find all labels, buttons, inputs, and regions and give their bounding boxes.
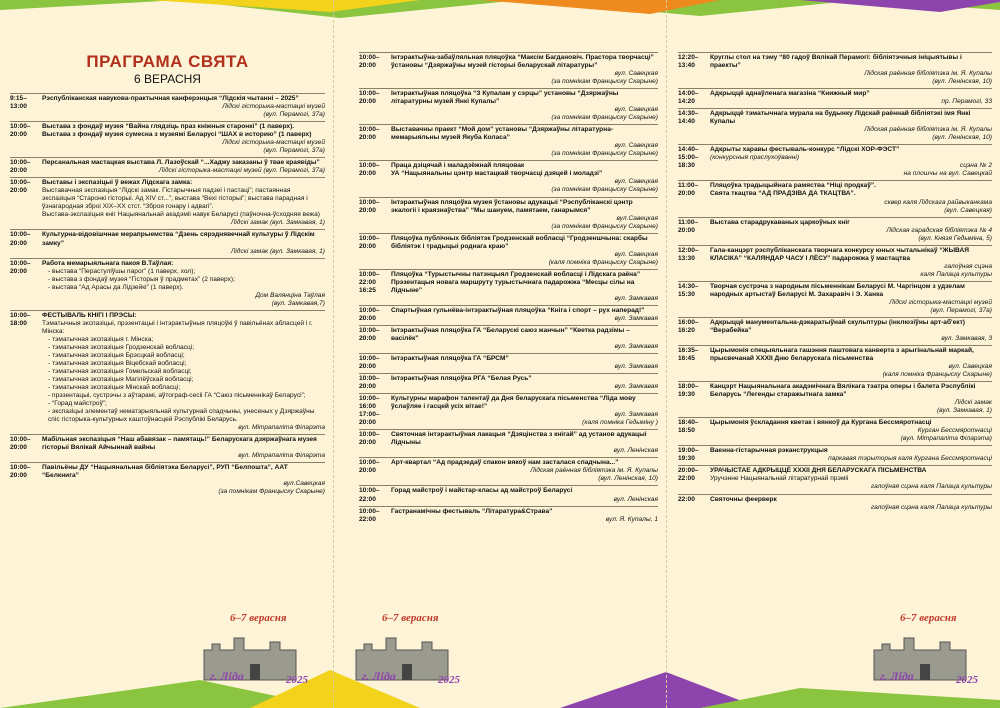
schedule-entry [10, 177, 325, 229]
entry-text [391, 394, 658, 429]
entry-time: 12:20– 13:40 [678, 54, 699, 70]
festival-logo-2 [352, 610, 462, 690]
schedule-entry [10, 93, 325, 121]
entry-location: (вул. Ленінская, 10) [932, 134, 992, 142]
entry-location: паркавая тэрыторыя каля Кургана Бессмяротнасці [828, 455, 992, 463]
entry-text [391, 89, 658, 124]
entry-time: 10:00– 20:00 [10, 179, 31, 195]
entry-line: Мабільная экспазіцыя “Наш абавязак – памятаць!” Беларускага дзяржаўнага музея гісторыі Вялікай Айчыннай вайны [42, 436, 317, 452]
entry-time: 14:30– 14:40 [678, 110, 699, 126]
entry-location: пр. Перамогі, 33 [941, 98, 992, 106]
entry-line: Свята ткацтва “АД ПРАДЗІВА ДА ТКАЦТВА”. [710, 190, 856, 198]
schedule-entry [359, 393, 658, 429]
entry-location: вул. Савецкая [614, 106, 658, 114]
entry-line: Адкрыццё манументальна-дэкаратыўнай скульптуры (інклюзіўны арт-аб'ект) “Верабейка” [710, 318, 965, 334]
entry-time: 10:00– 20:00 [359, 431, 380, 447]
entry-text [391, 306, 658, 325]
entry-location: Лідская раённая бібліятэка ім. Я. Купалы [530, 467, 658, 475]
entry-text [710, 89, 992, 108]
entry-time: 10:00– 20:00 [359, 90, 380, 106]
entry-text [710, 282, 992, 317]
entry-line: Праца дзіцячай і маладзёжнай пляцовак [391, 162, 525, 170]
entry-line: Выставачная экспазіцыя “Лідскі замак. Гістарычныя падзеі і пастаці”; пастаянная экспазіцыя “Старонкі гісторыі. Ад XIV ст...”; выстава “Вехі гісторыі”; выстава парадная і ўзнагародная зброі XIX–XX стст. “Зброя гонару і адвагі”. [42, 187, 308, 211]
logo-city: г. Ліда [880, 669, 914, 683]
entry-time: 10:00– 20:00 [359, 326, 380, 342]
schedule-entry [678, 52, 992, 88]
entry-location: сцэна № 2 [959, 162, 992, 170]
entry-location: вул. Савецкая [614, 178, 658, 186]
entry-text [710, 466, 992, 493]
entry-line: Інтэрактыўная пляцоўка ГА “Беларускі саюз жанчын” “Кветка радзімы – васілёк” [391, 326, 630, 342]
entry-text [42, 158, 325, 177]
schedule-entry [678, 217, 992, 245]
entry-line: Пляцоўка публічных бібліятэк Гродзенскай вобласці “Гродзеншчына: скарбы бібліятэк і традыцыі роднага краю” [391, 234, 648, 250]
entry-line: - “Горад майстроў”; [48, 400, 107, 408]
schedule-entry [10, 121, 325, 157]
entry-location: вул. Ленінская [613, 495, 658, 503]
entry-location: (вул. Перамогі, 37а) [930, 306, 992, 314]
entry-line: Рэспубліканская навукова-практычная канферэнцыя “Лідскія чытанні – 2025” [42, 95, 299, 102]
entry-line: Творчая сустрэча з народным пісьменнікам Беларусі М. Чаргінцом з удзелам народных артыстаў Беларусі М. Захаравіч і Э. Ханка [710, 282, 965, 298]
schedule-entry [678, 245, 992, 281]
entry-text [42, 435, 325, 462]
entry-text [391, 53, 658, 88]
festival-logo-3 [870, 610, 980, 690]
entry-time: 16:35– 16:45 [678, 347, 699, 363]
entry-location: (вул. Ленінская, 10) [932, 78, 992, 86]
entry-location: (за помнікам Францыску Скарыне) [551, 222, 658, 230]
entry-location: Дом Валянціна Таўлая [255, 291, 325, 299]
schedule-entry [359, 197, 658, 233]
entry-text [42, 463, 325, 498]
entry-time: 14:30– 15:30 [678, 282, 699, 298]
entry-location: вул. Замкавая, 3 [941, 334, 992, 342]
entry-line: Адкрыты харавы фестываль-конкурс “Лідскі ХОР-ФЭСТ” [710, 146, 900, 154]
entry-location: вул. Замкавая [614, 294, 658, 302]
entry-line: Выстава-экспазіцыя кніг Нацыянальнай акадэміі навук Беларусі (паўночна-ўсходняя вежа) [42, 211, 320, 219]
entry-line: Культурны марафон талентаў да Дня беларускага пісьменства “Ліда мову ўслаўляе і гасцей усіх вітае!” [391, 395, 636, 411]
schedule-entry [359, 52, 658, 88]
entry-line: Адкрыццё аднаўленага магазіна “Книжный мир” [710, 90, 870, 98]
entry-text [710, 418, 992, 445]
entry-location: вул. Замкавая [614, 383, 658, 391]
entry-time: 11:00– 20:00 [678, 182, 699, 198]
entry-line: - тэматычная экспазіцыя Мінскай вобласці; [48, 384, 181, 392]
entry-location: вул. Замкавая [614, 411, 658, 419]
schedule-entry [359, 124, 658, 160]
entry-time: 10:00– 20:00 [359, 375, 380, 391]
entry-line: - выстава “Ад Арасы да Лідзейкі” (1 паверх). [48, 283, 184, 291]
entry-line: Выстава з фондаў музея сумесна з музеямі Беларусі “ШАХ в историю” (1 паверх) [42, 131, 312, 139]
entry-location: Лідская раённая бібліятэка ім. Я. Купалы [864, 70, 992, 78]
entry-location: (каля помніка Францыску Скарыне) [548, 258, 658, 266]
entry-location: Лідскі гісторыка-мастацкі музей [222, 139, 325, 147]
entry-location: вул. Замкавая [614, 363, 658, 371]
entry-time: 10:00– 20:00 [10, 231, 31, 247]
entry-line: ФЕСТЫВАЛЬ КНІГІ І ПРЭСЫ: [42, 311, 137, 319]
entry-line: Гастранамічны фестываль “Літаратура&Страва” [391, 507, 553, 515]
entry-text [42, 259, 325, 310]
schedule-entry [10, 434, 325, 462]
entry-location: вул.Савецкая [616, 214, 658, 222]
entry-line: Спартыўная гульнёва-інтэрактыўная пляцоўка “Кніга і спорт – рух наперад!” [391, 306, 645, 314]
schedule-entry [10, 229, 325, 257]
entry-line: Уручэнне Нацыянальнай літаратурнай прэміі [710, 475, 849, 483]
entry-location: (вул. Мітрапаліта Філарэта) [900, 435, 992, 443]
entry-text [391, 430, 658, 457]
entry-location: вул. Мітрапаліта Філарэта [238, 452, 325, 460]
entry-location: (за помнікам Францыску Скарыне) [551, 114, 658, 122]
entry-time: 10:00– 16:00 17:00– 20:00 [359, 395, 380, 427]
entry-location: Лідская раённая бібліятэка ім. Я. Купалы [864, 126, 992, 134]
entry-text [42, 178, 325, 229]
logo-dates: 6–7 верасня [382, 612, 439, 624]
entry-location: сквер каля Лідскага райвыканкама [884, 198, 992, 206]
schedule-entry [678, 180, 992, 216]
entry-line: Ваенна-гістарычная рэканструкцыя [710, 447, 828, 455]
schedule-entry [678, 381, 992, 417]
entry-text [391, 374, 658, 393]
schedule-entry [678, 108, 992, 144]
schedule-entry [10, 462, 325, 498]
entry-location: вул. Савецкая [614, 70, 658, 78]
logo-city: г. Ліда [362, 669, 396, 683]
entry-location: каля Палаца культуры [920, 270, 992, 278]
entry-text [391, 326, 658, 353]
entry-location: (вул. Савецкая) [944, 206, 992, 214]
entry-time: 10:00– 22:00 16:25 [359, 270, 380, 294]
entry-line: - тэматычная экспазіцыя Гродзенскай вобласці; [48, 343, 195, 351]
entry-location: Лідскі замак (вул. Замкавая, 1) [230, 219, 325, 227]
schedule-entry [10, 157, 325, 177]
logo-year: 2025 [956, 674, 978, 686]
entry-line: Персанальная мастацкая выстава Л. Лазоўскай “...Хаджу заказаны ў твае краявіды” [42, 159, 320, 167]
entry-text [42, 230, 325, 257]
entry-text [391, 234, 658, 269]
entry-text [391, 198, 658, 233]
entry-line: Інтэрактыўная пляцоўка “З Купалам у сэрцы” установы “Дзяржаўны літаратурны музей Янкі Купалы” [391, 90, 619, 106]
entry-location: вул. Савецкая [614, 142, 658, 150]
logo-year: 2025 [286, 674, 308, 686]
entry-text [391, 486, 658, 505]
entry-line: Арт-квартал “Ад прадзедаў спакон вякоў нам засталася спадчына...” [391, 459, 619, 467]
entry-location: Курган Бессмяротнасці [917, 427, 992, 435]
entry-line: - экспазіцыі элементаў нематэрыяльнай культурнай спадчыны, унесеных у Дзяржаўны спіс гісторыка-культурных каштоўнасцей Рэспублікі Беларусь. [48, 408, 315, 424]
entry-text [710, 109, 992, 144]
entry-time: 14:00– 14:20 [678, 90, 699, 106]
entry-line: Цырымонія спецыяльнага гашэння паштовага канверта з арыгінальнай маркай, прысвечанай XXXII Дню беларускага пісьменства [710, 347, 974, 363]
entry-line: Інтэрактыўная пляцоўка музея ўстановы адукацыі “Рэспубліканскі цэнтр экалогіі і краязнаўства” “Мы шануем, памятаем, ганарымся” [391, 198, 633, 214]
schedule-entry [10, 310, 325, 434]
entry-line: Інтэрактыўная пляцоўка ГА “БРСМ” [391, 355, 509, 363]
entry-line: УА “Нацыянальны цэнтр мастацкай творчасці дзяцей і моладзі” [391, 170, 603, 178]
entry-line: - тэматычная экспазіцыя Віцебскай вобласці; [48, 359, 187, 367]
entry-location: галоўная сцэна [944, 262, 992, 270]
schedule-entry [678, 417, 992, 445]
entry-location: вул. Замкавая [614, 314, 658, 322]
date-heading: 6 ВЕРАСНЯ [134, 72, 201, 86]
entry-text [391, 507, 658, 526]
schedule-entry [678, 445, 992, 465]
schedule-entry [359, 506, 658, 526]
schedule-entry [359, 325, 658, 353]
entry-location: Лідская гарадская бібліятэка № 4 [886, 226, 992, 234]
entry-text [710, 446, 992, 465]
entry-time: 18:40– 18:50 [678, 419, 699, 435]
entry-text [710, 246, 992, 281]
schedule-entry [359, 353, 658, 373]
entry-time: 10:00– 20:00 [359, 54, 380, 70]
entry-line: Гала-канцэрт рэспубліканскага творчага конкурсу юных чытальнікаў “ЖЫВАЯ КЛАСІКА” “КАЛЯНДАР ЧАСУ І ЛЁСУ” падарожжа ў мастацтва [710, 246, 969, 262]
entry-line: УРАЧЫСТАЕ АДКРЫЦЦЁ XXXII ДНЯ БЕЛАРУСКАГА ПІСЬМЕНСТВА [710, 467, 927, 475]
entry-line: Выстава з фондаў музея “Вайна глядзіць праз кніжныя старонкі” (1 паверх). [42, 123, 295, 131]
entry-time: 10:00– 20:00 [10, 464, 31, 480]
entry-time: 10:00– 20:00 [359, 355, 380, 371]
entry-line: Адкрыццё тэматычнага мурала на будынку Лідскай раённай бібліятэкі імя Янкі Купалы [710, 110, 971, 126]
schedule-entry [678, 345, 992, 381]
entry-location: Лідскі замак [954, 399, 992, 407]
entry-location: вул. Замкавая [614, 343, 658, 350]
logo-city: г. Ліда [210, 669, 244, 683]
schedule-entry [678, 88, 992, 108]
entry-location: (за помнікам Францыску Скарыне) [551, 150, 658, 158]
entry-location: вул. Ленінская [613, 447, 658, 455]
entry-line: Пляцоўка традыцыйнага рамяства “Ніці продкаў”. [710, 182, 876, 190]
entry-time: 19:00– 19:30 [678, 447, 699, 463]
entry-location: (каля помніка Францыску Скарыне) [882, 371, 992, 379]
entry-location: Лідскі замак (вул. Замкавая, 1) [230, 247, 325, 255]
entry-time: 10:00– 20:00 [10, 123, 31, 139]
entry-text [42, 311, 325, 434]
entry-time: 10:00– 20:00 [359, 198, 380, 214]
entry-text [710, 145, 992, 180]
entry-line: Круглы стол на тэму “80 гадоў Вялікай Перамогі: бібліятэчныя ініцыятывы і праекты” [710, 54, 962, 70]
entry-line: Цырымонія ўскладання кветак і вянкоў да Кургана Бессмяротнасці [710, 419, 932, 427]
entry-line: (конкурсныя праслухоўванні) [710, 154, 800, 162]
entry-line: Пляцоўка “Турыстычны патэнцыял Гродзенскай вобласці і Лідскага раёна” [391, 270, 641, 278]
entry-location: галоўная сцэна каля Палаца культуры [870, 503, 992, 511]
entry-location: на плошчы на вул. Савецкай [903, 170, 992, 178]
entry-line: - прэзентацыі, сустрэчы з аўтарамі, аўтограф-сесіі ГА “Саюз пісьменнікаў Беларусі”; [48, 392, 306, 400]
entry-text [42, 122, 325, 157]
entry-time: 10:00– 20:00 [359, 459, 380, 475]
schedule-entry [678, 317, 992, 345]
entry-location: вул. Мітрапаліта Філарэта [238, 424, 325, 432]
entry-text [710, 218, 992, 245]
entry-line: - тэматычная экспазіцыя Магілёўскай вобласці; [48, 376, 194, 383]
entry-line: Святочны феерверк [710, 495, 777, 503]
entry-text [710, 53, 992, 88]
logo-dates: 6–7 верасня [900, 612, 957, 624]
entry-text [391, 458, 658, 485]
schedule-entry [10, 258, 325, 310]
entry-line: Выставы і экспазіцыі ў вежах Лідскага замка: [42, 179, 193, 187]
entry-text [710, 181, 992, 216]
entry-time: 10:00– 22:00 [359, 487, 380, 503]
entry-time: 10:00– 20:00 [10, 436, 31, 452]
entry-location: (вул. Ленінская, 10) [598, 475, 658, 483]
schedule-list-middle [359, 52, 658, 526]
entry-location: вул. Савецкая [614, 250, 658, 258]
schedule-entry [359, 373, 658, 393]
entry-location: (вул. Замкавая, 1) [936, 407, 992, 415]
entry-location: вул. Я. Купалы, 1 [605, 515, 658, 523]
entry-time: 10:00– 20:00 [10, 159, 31, 175]
schedule-entry [359, 269, 658, 305]
schedule-list-right [678, 52, 992, 514]
schedule-entry [359, 305, 658, 325]
entry-line: Інтэрактыўна-забаўляльная пляцоўка “Максім Багдановіч. Прастора творчасці” ўстановы “Дзяржаўны музей гісторыі беларускай літаратуры” [391, 54, 654, 70]
entry-location: галоўная сцэна каля Палаца культуры [870, 483, 992, 491]
festival-logo [200, 610, 310, 690]
entry-location: (каля помніка Гедыміну ) [582, 419, 658, 427]
entry-location: вул.Савецкая [283, 480, 325, 488]
entry-text [710, 495, 992, 514]
entry-location: (вул. Замкавая,7) [271, 299, 325, 307]
page-title: ПРАГРАМА СВЯТА [86, 52, 249, 71]
entry-location: вул. Савецкая [948, 363, 992, 371]
entry-location: (за помнікам Францыску Скарыне) [551, 78, 658, 86]
entry-line: Канцэрт Нацыянальнага акадэмічнага Вялікага тэатра оперы і балета Рэспублікі Беларусь “Легенды старажытнага замка” [710, 383, 976, 399]
entry-location: (вул. Перамогі, 37а) [263, 111, 325, 119]
entry-location: (за помнікам Францыску Скарыне) [551, 186, 658, 194]
entry-line: Інтэрактыўная пляцоўка РГА “Белая Русь” [391, 375, 532, 383]
schedule-entry [359, 429, 658, 457]
entry-line: Горад майстроў і майстар-класы ад майстроў Беларусі [391, 487, 573, 495]
entry-line: Выставачны праект “Мой дом” установы “Дзяржаўны літаратурна-мемарыяльны музей Якуба Коласа” [391, 126, 614, 142]
entry-time: 18:00– 19:30 [678, 383, 699, 399]
logo-year: 2025 [438, 674, 460, 686]
entry-text [710, 318, 992, 345]
entry-location: Лідскі гісторыка-мастацкі музей [222, 103, 325, 111]
entry-line: Павільёны ДУ “Нацыянальная бібліятэка Беларусі”, РУП “Белпошта”, ААТ “Белкнига” [42, 464, 288, 480]
entry-text [391, 161, 658, 196]
entry-time: 14:40– 15:00– 18:30 [678, 146, 699, 170]
entry-text [42, 94, 325, 121]
entry-line: Культурна-відовішчнае мерапрыемства “Дзень сярэднявечнай культуры ў Лідскім замку” [42, 231, 315, 247]
entry-location: Лідскі гісторыка-мастацкі музей [889, 298, 992, 306]
schedule-entry [359, 485, 658, 505]
schedule-entry [678, 494, 992, 514]
entry-time: 20:00– 22:00 [678, 467, 699, 483]
logo-dates: 6–7 верасня [230, 612, 287, 624]
entry-line: - тэматычная экспазіцыя Гомельскай вобласці; [48, 367, 192, 375]
schedule-entry [678, 465, 992, 493]
entry-time: 16:00– 16:20 [678, 318, 699, 334]
entry-time: 10:00– 18:00 [10, 311, 31, 327]
entry-text [710, 382, 992, 417]
entry-location: Лідскі гісторыка-мастацкі музей (вул. Перамогі, 37а) [158, 167, 325, 175]
entry-line: - выстава з фондаў музея “Гісторыя ў прадметах” (2 паверх); [48, 275, 235, 283]
entry-text [710, 346, 992, 381]
entry-line: - выстава “Перастуліўшы парог” (1 паверх, хол); [48, 267, 196, 275]
schedule-list-left [10, 93, 325, 498]
schedule-entry [359, 233, 658, 269]
entry-time: 10:00– 20:00 [10, 259, 31, 275]
entry-time: 11:00– 20:00 [678, 218, 699, 234]
schedule-entry [359, 88, 658, 124]
entry-time: 10:00– 20:00 [359, 234, 380, 250]
entry-location: (вул. Князя Гедыміна, 5) [918, 234, 992, 242]
entry-line: Прэзентацыя новага маршруту турыстычнага падарожжа “Месцы сілы на Лідчыне” [391, 278, 635, 294]
entry-line: Святочная інтэрактыўная лакацыя “Дзяцінства з кнігай” ад установ адукацыі Лідчыны [391, 431, 647, 447]
entry-location: (за помнікам Францыску Скарыне) [218, 488, 325, 496]
schedule-entry [678, 281, 992, 317]
entry-line: Выстава старадрукаваных царкоўных кніг [710, 218, 850, 226]
entry-text [391, 125, 658, 160]
entry-line: - тэматычная экспазіцыя Брэсцкай вобласці; [48, 351, 185, 359]
entry-time: 10:00– 20:00 [359, 162, 380, 178]
schedule-entry [678, 144, 992, 180]
entry-time: 9:15– 13:00 [10, 95, 27, 111]
entry-line: - тэматычная экспазіцыя г. Мінска; [48, 335, 154, 343]
entry-line: Тэматычныя экспазіцыі, прэзентацыі і інтэрактыўныя пляцоўкі ў павільёнах абласцей і г. Мінска: [42, 319, 313, 335]
schedule-entry [359, 160, 658, 196]
entry-time: 10:00– 22:00 [359, 507, 380, 523]
entry-line: Работа мемарыяльнага пакоя В.Таўлая: [42, 259, 174, 267]
entry-time: 10:00– 20:00 [359, 306, 380, 322]
entry-time: 22:00 [678, 495, 695, 503]
entry-text [391, 270, 658, 305]
schedule-entry [359, 457, 658, 485]
entry-time: 10:00– 20:00 [359, 126, 380, 142]
entry-time: 12:00– 13:30 [678, 246, 699, 262]
entry-location: (вул. Перамогі, 37а) [263, 147, 325, 155]
entry-text [391, 354, 658, 373]
